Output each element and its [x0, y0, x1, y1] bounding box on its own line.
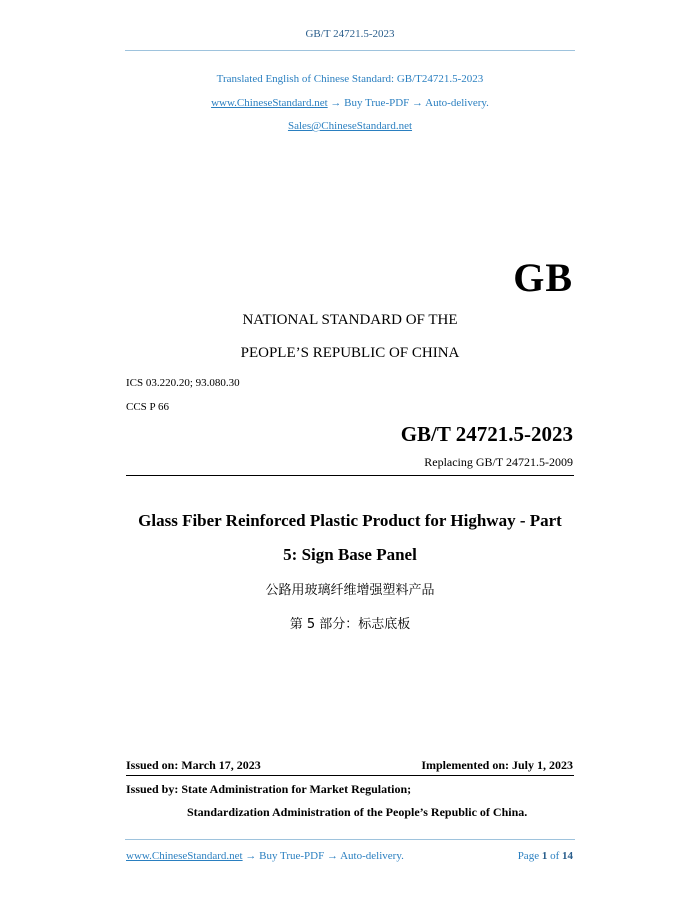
buy-line — [0, 97, 700, 109]
title-en-line2: 5: Sign Base Panel — [283, 545, 417, 564]
issue-divider — [126, 775, 574, 776]
title-divider — [126, 475, 574, 476]
page-label: Page — [517, 850, 542, 862]
page-current: 1 — [541, 850, 548, 862]
issued-by-2: Standardization Administration of the People’s Republic of China. — [187, 805, 528, 819]
standard-number: GB/T 24721.5-2023 — [400, 422, 573, 446]
issued-by: Issued by: State Administration for Market Regulation; — [126, 782, 412, 796]
email-link[interactable]: Sales@ChineseStandard.net — [287, 120, 413, 132]
national-standard-line1: NATIONAL STANDARD OF THE — [242, 312, 458, 328]
translation-notice: Translated English of Chinese Standard: GB/T24721.5-2023 — [216, 73, 484, 85]
running-header: GB/T 24721.5-2023 — [305, 28, 395, 40]
email-line — [0, 120, 700, 132]
ccs-code: CCS P 66 — [126, 401, 170, 413]
ics-code: ICS 03.220.20; 93.080.30 — [126, 377, 240, 389]
page-indicator — [518, 850, 573, 862]
implemented-on: Implemented on: July 1, 2023 — [421, 758, 573, 772]
header-divider — [125, 50, 575, 51]
national-standard-line2: PEOPLE’S REPUBLIC OF CHINA — [240, 345, 460, 361]
footer-site-link[interactable]: www.ChineseStandard.net — [126, 850, 243, 862]
page-total: 14 — [562, 850, 573, 862]
site-link[interactable]: www.ChineseStandard.net — [211, 97, 328, 109]
title-cn-line1: 公路用玻璃纤维增强塑料产品 — [265, 583, 435, 598]
footer-buy-text: → Buy True-PDF → Auto-delivery. — [242, 850, 404, 862]
title-en-line1: Glass Fiber Reinforced Plastic Product for Highway - Part — [138, 511, 562, 530]
title-cn-line2: 第 5 部分：标志底板 — [289, 617, 411, 632]
gb-mark: GB — [513, 255, 573, 300]
footer-divider — [125, 839, 575, 840]
replacing-note: Replacing GB/T 24721.5-2009 — [424, 455, 573, 469]
page-of: of — [547, 850, 562, 862]
footer-buy-line — [126, 850, 404, 862]
issued-on: Issued on: March 17, 2023 — [126, 758, 261, 772]
buy-text: → Buy True-PDF → Auto-delivery. — [327, 97, 489, 109]
